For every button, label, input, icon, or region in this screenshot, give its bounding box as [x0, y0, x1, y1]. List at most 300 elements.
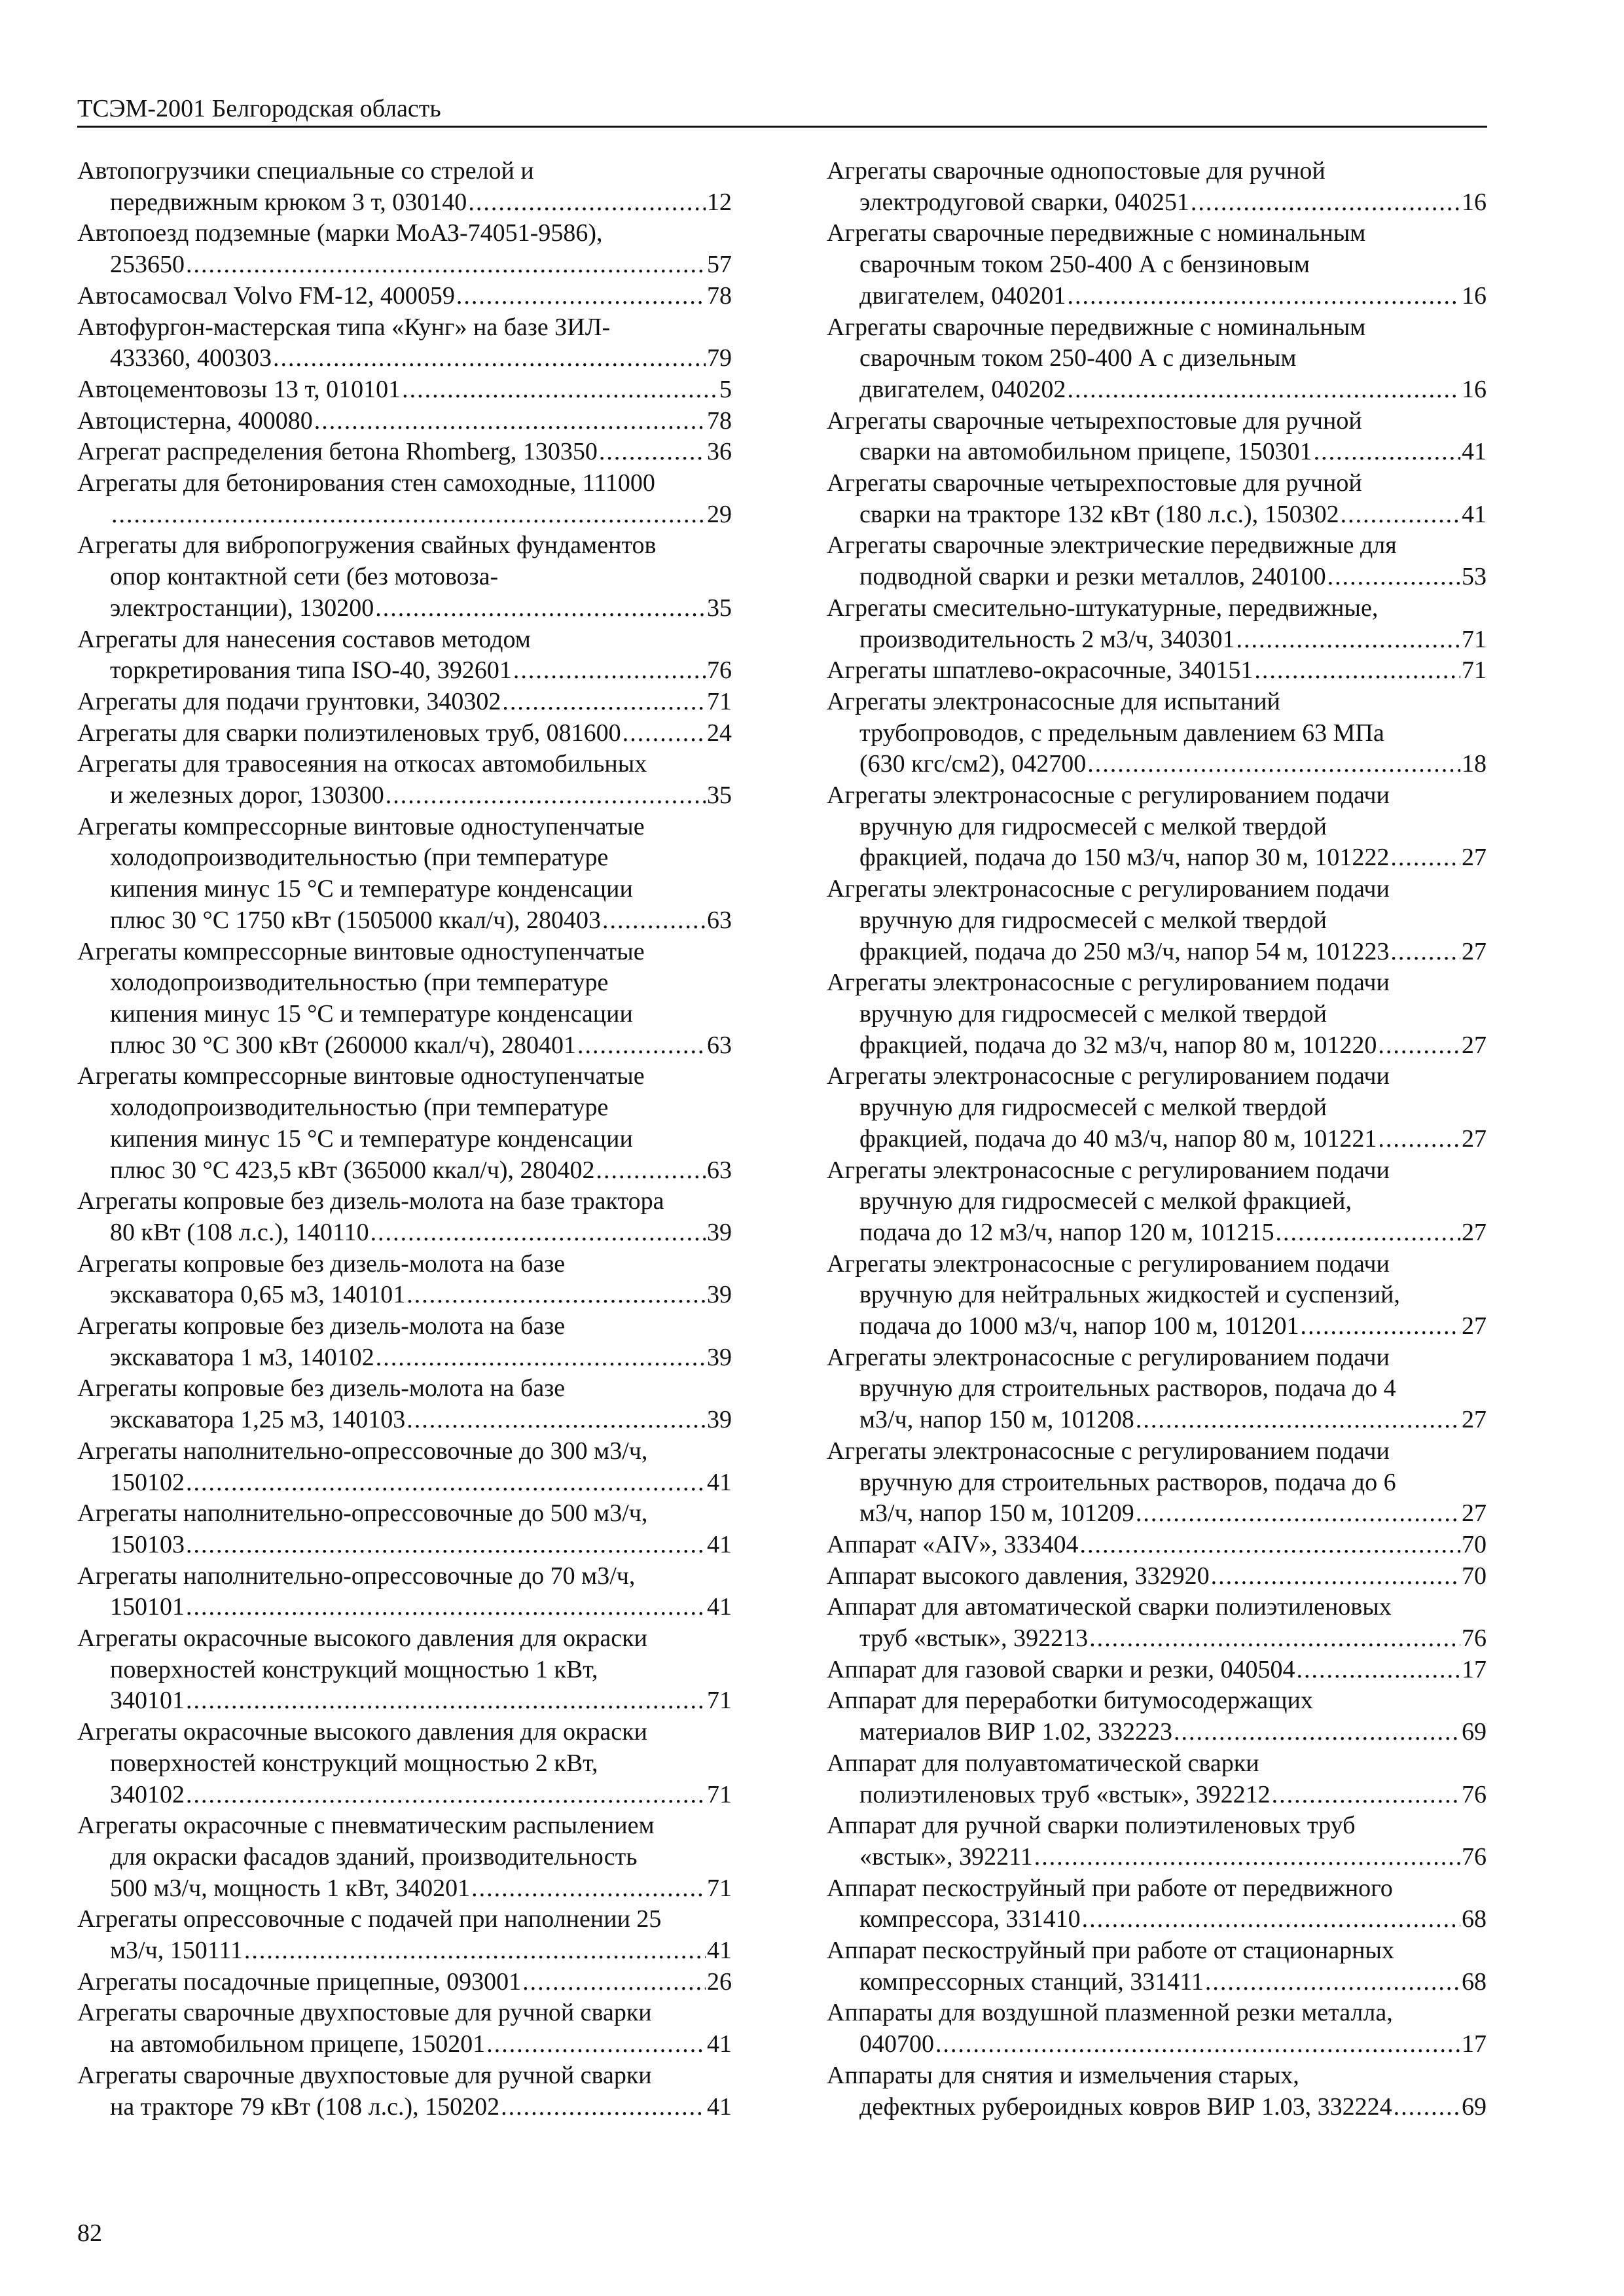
dot-leader	[186, 1780, 706, 1811]
index-entry	[77, 406, 732, 437]
index-column-right	[827, 156, 1487, 2123]
dot-leader	[1034, 1842, 1460, 1873]
entry-page-number: 27	[1462, 937, 1487, 965]
entry-page-number: 41	[1462, 438, 1487, 466]
entry-text-line: холодопроизводительностью (при температуре	[110, 844, 609, 872]
index-entry	[827, 1998, 1487, 2060]
entry-text-line: м3/ч, напор 150 м, 101208	[859, 1406, 1134, 1434]
index-entry	[77, 218, 732, 280]
entry-text-line: Агрегаты для сварки полиэтиленовых труб, 081600	[77, 719, 621, 747]
entry-page-number: 63	[707, 1156, 732, 1184]
dot-leader	[1327, 562, 1460, 593]
entry-text-line: Агрегаты шпатлево-окрасочные, 340151	[827, 656, 1254, 685]
dot-leader	[1301, 1311, 1460, 1342]
entry-text-line: Агрегаты электронасосные с регулированием подачи	[827, 1156, 1390, 1184]
entry-text-line: «встык», 392211	[859, 1842, 1033, 1871]
entry-text-line: и железных дорог, 130300	[110, 781, 384, 810]
entry-text-line: Агрегат распределения бетона Rhomberg, 130350	[77, 438, 598, 466]
entry-page-number: 39	[707, 1343, 732, 1371]
dot-leader	[370, 1217, 706, 1249]
entry-text-line: Автоцистерна, 400080	[77, 406, 313, 435]
entry-text-line: Автоцементовозы 13 т, 010101	[77, 375, 401, 403]
entry-text-line: Аппарат для полуавтоматической сварки	[827, 1749, 1259, 1777]
entry-page-number: 69	[1462, 2092, 1487, 2121]
dot-leader	[1296, 1655, 1460, 1686]
dot-leader	[186, 249, 706, 281]
entry-text-line: (630 кгс/см2), 042700	[859, 750, 1087, 778]
entry-text-line: Аппарат для газовой сварки и резки, 040504	[827, 1655, 1295, 1683]
dot-leader	[623, 718, 706, 749]
entry-text-line: электродуговой сварки, 040251	[859, 188, 1189, 216]
dot-leader	[1087, 749, 1460, 780]
entry-text-line: вручную для гидросмесей с мелкой твердой	[859, 906, 1327, 934]
entry-text-line: Агрегаты опрессовочные с подачей при наполнении 25	[77, 1905, 662, 1933]
index-entry	[77, 1623, 732, 1717]
dot-leader	[406, 1405, 706, 1436]
page-header	[77, 93, 1487, 128]
entry-text-line: Агрегаты копровые без дизель-молота на базе	[77, 1374, 566, 1403]
entry-text-line: сварки на тракторе 132 кВт (180 л.с.), 150302	[859, 500, 1339, 528]
entry-text-line: Агрегаты сварочные четырехпостовые для ручной	[827, 469, 1362, 497]
dot-leader	[471, 1873, 706, 1905]
entry-text-line: плюс 30 °С 300 кВт (260000 ккал/ч), 280401	[110, 1031, 576, 1059]
index-entry	[827, 593, 1487, 655]
entry-page-number: 12	[707, 188, 732, 216]
entry-text-line: Агрегаты наполнительно-опрессовочные до 70 м3/ч,	[77, 1562, 636, 1590]
entry-text-line: Агрегаты копровые без дизель-молота на базе	[77, 1312, 566, 1340]
entry-text-line: Агрегаты электронасосные с регулированием подачи	[827, 1437, 1390, 1465]
entry-text-line: Агрегаты электронасосные с регулированием подачи	[827, 1062, 1390, 1090]
index-entry	[77, 812, 732, 937]
index-entry	[77, 2060, 732, 2123]
entry-page-number: 29	[707, 500, 732, 528]
entry-text-line: дефектных рубероидных ковров ВИР 1.03, 332224	[859, 2092, 1392, 2121]
entry-text-line: фракцией, подача до 40 м3/ч, напор 80 м, 101221	[859, 1124, 1377, 1153]
entry-text-line: Агрегаты смесительно-штукатурные, передвижные,	[827, 594, 1379, 622]
entry-text-line: кипения минус 15 °С и температуре конденсации	[110, 999, 633, 1028]
dot-leader	[1378, 1124, 1460, 1155]
index-column-left	[77, 156, 732, 2123]
entry-text-line: 80 кВт (108 л.с.), 140110	[110, 1218, 369, 1246]
index-entry	[77, 281, 732, 312]
entry-text-line: Агрегаты электронасосные с регулированием подачи	[827, 969, 1390, 997]
entry-text-line: компрессора, 331410	[859, 1905, 1081, 1933]
dot-leader	[577, 1030, 706, 1062]
entry-text-line: вручную для строительных растворов, подача до 4	[859, 1374, 1396, 1403]
entry-text-line: Агрегаты компрессорные винтовые одноступенчатые	[77, 812, 645, 840]
entry-text-line: Аппарат для ручной сварки полиэтиленовых труб	[827, 1812, 1356, 1840]
dot-leader	[1211, 1561, 1460, 1592]
index-entry	[827, 1530, 1487, 1561]
index-entry	[827, 1935, 1487, 1998]
index-entry	[77, 1186, 732, 1248]
entry-page-number: 68	[1462, 1905, 1487, 1933]
index-entry	[77, 1249, 732, 1311]
entry-text-line: Агрегаты для бетонирования стен самоходные, 111000	[77, 469, 655, 497]
index-entry	[77, 687, 732, 718]
entry-text-line: производительность 2 м3/ч, 340301	[859, 625, 1235, 653]
entry-page-number: 16	[1462, 375, 1487, 403]
entry-text-line: Аппарат пескоструйный при работе от стационарных	[827, 1937, 1394, 1965]
entry-text-line: 340102	[110, 1780, 185, 1808]
index-entry	[77, 1998, 732, 2060]
entry-text-line: двигателем, 040201	[859, 281, 1066, 310]
index-entry	[827, 1561, 1487, 1592]
index-entry	[77, 1311, 732, 1373]
entry-text-line: Агрегаты окрасочные высокого давления для окраски	[77, 1718, 647, 1746]
entry-page-number: 63	[707, 906, 732, 934]
entry-text-line: вручную для гидросмесей с мелкой твердой	[859, 999, 1327, 1028]
dot-leader	[1136, 1405, 1460, 1436]
entry-text-line: Агрегаты электронасосные с регулированием подачи	[827, 1343, 1390, 1371]
entry-text-line: Агрегаты копровые без дизель-молота на базе трактора	[77, 1187, 664, 1215]
entry-page-number: 27	[1462, 1406, 1487, 1434]
entry-text-line: Автосамосвал Volvo FM-12, 400059	[77, 281, 455, 310]
dot-leader	[186, 1685, 706, 1717]
dot-leader	[602, 905, 706, 937]
dot-leader	[1390, 937, 1460, 968]
entry-page-number: 41	[707, 1593, 732, 1621]
dot-leader	[1191, 187, 1460, 219]
entry-text-line: торкретирования типа ISO-40, 392601	[110, 656, 512, 685]
entry-text-line: Агрегаты компрессорные винтовые одноступенчатые	[77, 937, 645, 965]
dot-leader	[1276, 1217, 1460, 1249]
entry-page-number: 41	[707, 1530, 732, 1558]
entry-page-number: 36	[707, 438, 732, 466]
dot-leader	[1236, 624, 1460, 656]
entry-text-line: Агрегаты сварочные однопостовые для ручной	[827, 157, 1326, 185]
entry-text-line: поверхностей конструкций мощностью 2 кВт,	[110, 1749, 598, 1777]
index-entry	[827, 1748, 1487, 1810]
entry-page-number: 16	[1462, 188, 1487, 216]
index-entry	[77, 312, 732, 374]
entry-text-line: Агрегаты сварочные передвижные с номинальным	[827, 313, 1366, 341]
entry-text-line: 253650	[110, 251, 185, 279]
dot-leader	[1089, 1623, 1460, 1655]
index-entry	[827, 406, 1487, 468]
index-entry	[77, 156, 732, 218]
entry-text-line: вручную для гидросмесей с мелкой фракцией,	[859, 1187, 1352, 1215]
index-entry	[827, 530, 1487, 592]
entry-page-number: 78	[707, 281, 732, 310]
index-entry	[77, 1717, 732, 1810]
entry-page-number: 35	[707, 781, 732, 810]
entry-text-line: Агрегаты сварочные двухпостовые для ручной сварки	[77, 1999, 652, 2027]
entry-text-line: Агрегаты окрасочные высокого давления для окраски	[77, 1624, 647, 1653]
entry-text-line: экскаватора 0,65 м3, 140101	[110, 1281, 406, 1309]
entry-text-line: двигателем, 040202	[859, 375, 1066, 403]
entry-page-number: 27	[1462, 844, 1487, 872]
entry-text-line: Агрегаты электронасосные с регулированием подачи	[827, 781, 1390, 810]
dot-leader	[1174, 1717, 1460, 1748]
index-entry	[827, 655, 1487, 687]
entry-page-number: 71	[1462, 625, 1487, 653]
entry-page-number: 68	[1462, 1967, 1487, 1996]
index-entry	[77, 624, 732, 687]
dot-leader	[1205, 1967, 1460, 1998]
entry-text-line: 150103	[110, 1530, 185, 1558]
index-entry	[827, 967, 1487, 1061]
index-entry	[77, 374, 732, 406]
dot-leader	[1390, 842, 1460, 874]
dot-leader	[1341, 499, 1460, 531]
entry-text-line: экскаватора 1 м3, 140102	[110, 1343, 374, 1371]
entry-page-number: 17	[1462, 1655, 1487, 1683]
entry-text-line: электростанции), 130200	[110, 594, 374, 622]
entry-text-line: Агрегаты компрессорные винтовые одноступенчатые	[77, 1062, 645, 1090]
dot-leader	[501, 2092, 706, 2123]
entry-text-line: на автомобильном прицепе, 150201	[110, 2030, 486, 2058]
entry-page-number: 5	[719, 375, 732, 403]
dot-leader	[1136, 1498, 1460, 1530]
entry-text-line: Аппарат для переработки битумосодержащих	[827, 1687, 1313, 1715]
entry-text-line: трубопроводов, с предельным давлением 63 МПа	[859, 719, 1384, 747]
dot-leader	[1378, 1030, 1460, 1062]
index-entry	[827, 1061, 1487, 1155]
entry-page-number: 16	[1462, 281, 1487, 310]
entry-text-line: Агрегаты сварочные четырехпостовые для ручной	[827, 406, 1362, 435]
entry-text-line: Агрегаты для вибропогружения свайных фундаментов	[77, 531, 657, 560]
dot-leader	[1082, 1904, 1460, 1935]
entry-text-line: сварки на автомобильном прицепе, 150301	[859, 438, 1312, 466]
dot-leader	[1080, 1530, 1460, 1561]
entry-text-line: Агрегаты сварочные двухпостовые для ручной сварки	[77, 2061, 652, 2089]
entry-text-line: для окраски фасадов зданий, производительность	[110, 1842, 638, 1871]
entry-page-number: 76	[1462, 1624, 1487, 1653]
dot-leader	[1067, 281, 1460, 312]
dot-leader	[406, 1280, 706, 1311]
entry-text-line: 433360, 400303	[110, 344, 272, 372]
entry-text-line: передвижным крюком 3 т, 030140	[110, 188, 467, 216]
entry-text-line: труб «встык», 392213	[859, 1624, 1089, 1653]
entry-text-line: вручную для нейтральных жидкостей и суспензий,	[859, 1281, 1400, 1309]
entry-page-number: 71	[707, 1780, 732, 1808]
entry-text-line: Агрегаты посадочные прицепные, 093001	[77, 1967, 522, 1996]
entry-text-line: Агрегаты для нанесения составов методом	[77, 625, 531, 653]
entry-text-line: 040700	[859, 2030, 934, 2058]
entry-page-number: 69	[1462, 1718, 1487, 1746]
entry-text-line: 150101	[110, 1593, 185, 1621]
index-entry	[77, 1810, 732, 1904]
dot-leader	[1394, 2092, 1460, 2123]
entry-text-line: 500 м3/ч, мощность 1 кВт, 340201	[110, 1874, 471, 1902]
entry-text-line: Агрегаты копровые без дизель-молота на базе	[77, 1249, 566, 1278]
entry-text-line: полиэтиленовых труб «встык», 392212	[859, 1780, 1271, 1808]
dot-leader	[1272, 1780, 1460, 1811]
entry-page-number: 57	[707, 251, 732, 279]
index-entry	[77, 1561, 732, 1623]
entry-page-number: 70	[1462, 1562, 1487, 1590]
dot-leader	[314, 406, 706, 437]
dot-leader	[1067, 374, 1460, 406]
index-entry	[827, 312, 1487, 406]
dot-leader	[599, 437, 706, 468]
dot-leader	[486, 2029, 706, 2060]
entry-text-line: экскаватора 1,25 м3, 140103	[110, 1406, 406, 1434]
dot-leader	[186, 1467, 706, 1499]
entry-page-number: 71	[707, 1874, 732, 1902]
entry-page-number: 41	[707, 2092, 732, 2121]
entry-page-number: 79	[707, 344, 732, 372]
entry-text-line: Аппараты для снятия и измельчения старых,	[827, 2061, 1299, 2089]
index-entry	[77, 468, 732, 530]
entry-page-number: 78	[707, 406, 732, 435]
entry-text-line: фракцией, подача до 32 м3/ч, напор 80 м, 101220	[859, 1031, 1377, 1059]
dot-leader	[456, 281, 706, 312]
index-entry	[77, 530, 732, 624]
entry-text-line: Агрегаты окрасочные с пневматическим распылением	[77, 1812, 655, 1840]
index-entry	[827, 1592, 1487, 1654]
entry-text-line: Агрегаты для травосеяния на откосах автомобильных	[77, 750, 647, 778]
entry-text-line: Агрегаты электронасосные для испытаний	[827, 687, 1280, 715]
dot-leader	[375, 593, 706, 624]
dot-leader	[111, 499, 706, 531]
entry-text-line: вручную для строительных растворов, подача до 6	[859, 1468, 1396, 1496]
entry-text-line: Аппарат пескоструйный при работе от передвижного	[827, 1874, 1393, 1902]
index-entry	[77, 1904, 732, 1966]
dot-leader	[386, 780, 706, 812]
index-entry	[77, 1436, 732, 1498]
entry-page-number: 41	[707, 1468, 732, 1496]
dot-leader	[935, 2029, 1460, 2060]
index-entry	[827, 218, 1487, 312]
entry-text-line: м3/ч, напор 150 м, 101209	[859, 1499, 1134, 1528]
dot-leader	[1254, 655, 1460, 687]
entry-text-line: вручную для гидросмесей с мелкой твердой	[859, 812, 1327, 840]
index-entry	[827, 1155, 1487, 1249]
entry-text-line: фракцией, подача до 250 м3/ч, напор 54 м, 101223	[859, 937, 1390, 965]
entry-text-line: компрессорных станций, 331411	[859, 1967, 1204, 1996]
entry-text-line: на тракторе 79 кВт (108 л.с.), 150202	[110, 2092, 500, 2121]
index-entry	[827, 1685, 1487, 1748]
entry-text-line: сварочным током 250-400 А с дизельным	[859, 344, 1297, 372]
entry-page-number: 76	[707, 656, 732, 685]
entry-page-number: 70	[1462, 1530, 1487, 1558]
index-entry	[77, 749, 732, 811]
dot-leader	[244, 1935, 706, 1967]
entry-page-number: 41	[1462, 500, 1487, 528]
entry-text-line: холодопроизводительностью (при температуре	[110, 969, 609, 997]
dot-leader	[513, 655, 706, 687]
entry-page-number: 39	[707, 1218, 732, 1246]
index-entry	[827, 687, 1487, 780]
entry-page-number: 53	[1462, 563, 1487, 591]
dot-leader	[596, 1155, 706, 1187]
entry-text-line: сварочным током 250-400 А с бензиновым	[859, 251, 1310, 279]
entry-text-line: материалов ВИР 1.02, 332223	[859, 1718, 1173, 1746]
entry-text-line: опор контактной сети (без мотовоза-	[110, 563, 499, 591]
entry-page-number: 39	[707, 1281, 732, 1309]
entry-text-line: подводной сварки и резки металлов, 240100	[859, 563, 1326, 591]
index-entry	[827, 468, 1487, 530]
index-entry	[827, 2060, 1487, 2123]
page-number: 82	[77, 2219, 102, 2247]
entry-page-number: 39	[707, 1406, 732, 1434]
entry-text-line: Агрегаты сварочные электрические передвижные для	[827, 531, 1397, 560]
index-entry	[827, 1249, 1487, 1342]
entry-page-number: 71	[707, 1687, 732, 1715]
entry-text-line: Аппараты для воздушной плазменной резки металла,	[827, 1999, 1393, 2027]
entry-page-number: 27	[1462, 1499, 1487, 1528]
index-entry	[827, 874, 1487, 967]
index-entry	[827, 780, 1487, 874]
index-entry	[827, 156, 1487, 218]
entry-text-line: Агрегаты наполнительно-опрессовочные до 300 м3/ч,	[77, 1437, 648, 1465]
entry-text-line: Агрегаты для подачи грунтовки, 340302	[77, 687, 501, 715]
index-entry	[827, 1655, 1487, 1686]
index-entry	[77, 1061, 732, 1186]
index-entry	[827, 1342, 1487, 1436]
entry-text-line: Агрегаты сварочные передвижные с номинальным	[827, 219, 1366, 247]
entry-page-number: 41	[707, 1937, 732, 1965]
entry-page-number: 24	[707, 719, 732, 747]
dot-leader	[522, 1967, 706, 1998]
entry-text-line: Аппарат высокого давления, 332920	[827, 1562, 1210, 1590]
dot-leader	[186, 1530, 706, 1561]
entry-page-number: 27	[1462, 1218, 1487, 1246]
entry-text-line: Автопогрузчики специальные со стрелой и	[77, 157, 534, 185]
index-entry	[77, 437, 732, 468]
entry-page-number: 17	[1462, 2030, 1487, 2058]
entry-text-line: подача до 12 м3/ч, напор 120 м, 101215	[859, 1218, 1274, 1246]
entry-text-line: Аппарат «AIV», 333404	[827, 1530, 1079, 1558]
index-entry	[827, 1436, 1487, 1530]
entry-text-line: Агрегаты электронасосные с регулированием подачи	[827, 1249, 1390, 1278]
entry-text-line: подача до 1000 м3/ч, напор 100 м, 101201	[859, 1312, 1299, 1340]
entry-text-line: Агрегаты электронасосные с регулированием подачи	[827, 875, 1390, 903]
entry-page-number: 63	[707, 1031, 732, 1059]
dot-leader	[1314, 437, 1460, 468]
dot-leader	[186, 1592, 706, 1623]
entry-page-number: 18	[1462, 750, 1487, 778]
header-title: ТСЭМ-2001 Белгородская область	[77, 95, 441, 122]
entry-page-number: 71	[1462, 656, 1487, 685]
dot-leader	[402, 374, 718, 406]
dot-leader	[273, 343, 706, 374]
dot-leader	[376, 1342, 706, 1374]
entry-page-number: 76	[1462, 1780, 1487, 1808]
entry-page-number: 26	[707, 1967, 732, 1996]
index-entry	[77, 1967, 732, 1998]
entry-text-line: фракцией, подача до 150 м3/ч, напор 30 м, 101222	[859, 844, 1390, 872]
entry-page-number: 76	[1462, 1842, 1487, 1871]
entry-page-number: 27	[1462, 1124, 1487, 1153]
entry-text-line: Автофургон-мастерская типа «Кунг» на базе ЗИЛ-	[77, 313, 611, 341]
entry-text-line: 340101	[110, 1687, 185, 1715]
entry-text-line: кипения минус 15 °С и температуре конденсации	[110, 1124, 633, 1153]
entry-page-number: 35	[707, 594, 732, 622]
index-entry	[77, 718, 732, 749]
entry-text-line: Автопоезд подземные (марки МоАЗ-74051-9586),	[77, 219, 603, 247]
entry-page-number: 41	[707, 2030, 732, 2058]
entry-text-line: поверхностей конструкций мощностью 1 кВт,	[110, 1655, 598, 1683]
entry-text-line: плюс 30 °С 1750 кВт (1505000 ккал/ч), 280403	[110, 906, 601, 934]
entry-text-line: м3/ч, 150111	[110, 1937, 243, 1965]
index-entry	[827, 1810, 1487, 1873]
dot-leader	[468, 187, 706, 219]
entry-text-line: Аппарат для автоматической сварки полиэтиленовых	[827, 1593, 1392, 1621]
entry-page-number: 71	[707, 687, 732, 715]
index-entry	[827, 1873, 1487, 1935]
entry-text-line: холодопроизводительностью (при температуре	[110, 1094, 609, 1122]
index-entry	[77, 1498, 732, 1560]
entry-text-line: плюс 30 °С 423,5 кВт (365000 ккал/ч), 280402	[110, 1156, 595, 1184]
index-entry	[77, 937, 732, 1062]
entry-text-line: вручную для гидросмесей с мелкой твердой	[859, 1094, 1327, 1122]
entry-text-line: 150102	[110, 1468, 185, 1496]
entry-page-number: 27	[1462, 1312, 1487, 1340]
dot-leader	[502, 687, 706, 718]
